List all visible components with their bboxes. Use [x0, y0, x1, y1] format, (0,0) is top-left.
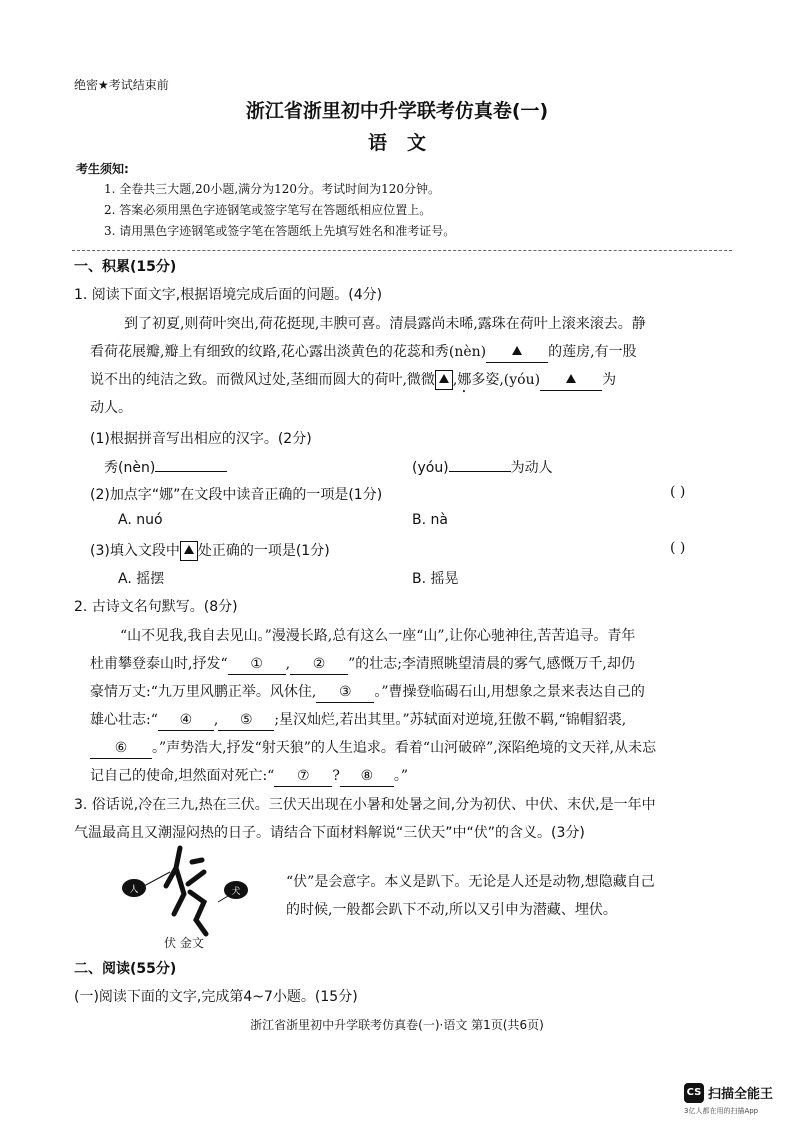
answer-paren[interactable]: ( ) — [670, 484, 686, 500]
exam-title: 浙江省浙里初中升学联考仿真卷(一) — [245, 100, 549, 122]
notice-heading: 考生须知: — [76, 162, 129, 176]
sub-question: (2)加点字“娜”在文段中读音正确的一项是(1分) — [90, 487, 383, 503]
notice-item: 2. 答案必须用黑色字迹钢笔或签字笔写在答题纸相应位置上。 — [104, 203, 432, 217]
answer-blank[interactable] — [486, 342, 548, 363]
answer-blank[interactable]: ② — [290, 654, 348, 675]
passage-text: 豪情万丈:“九万里风鹏正举。风休住, — [90, 684, 317, 700]
sub-question-text: 处正确的一项是(1分) — [197, 543, 330, 559]
sub-answer — [412, 456, 553, 477]
divider — [72, 250, 732, 251]
answer-blank[interactable] — [449, 456, 511, 472]
passage-text: ;星汉灿烂,若出其里。”苏轼面对逆境,狂傲不羁,“锦帽貂裘, — [274, 712, 627, 728]
passage-text: ? — [332, 768, 340, 784]
question-prompt: 1. 阅读下面文字,根据语境完成后面的问题。(4分) — [74, 287, 383, 303]
sub-answer-tail: 为动人 — [510, 460, 553, 476]
subject-title: 语文 — [367, 132, 446, 154]
passage-line — [90, 682, 645, 703]
passage-line: “山不见我,我自去见山。”漫漫长路,总有这么一座“山”,让你心驰神往,苦苦追寻。青年 — [120, 628, 636, 644]
triangle-icon — [566, 374, 576, 383]
passage-text: 记自己的使命,坦然面对死亡:“ — [90, 768, 275, 784]
passage-text: ”的壮志;李清照眺望清晨的雾气,感慨万千,却仍 — [348, 656, 635, 672]
explain-line: “伏”是会意字。本义是趴下。无论是人还是动物,想隐藏自己 — [286, 874, 655, 890]
passage-line: 到了初夏,则荷叶突出,荷花挺现,丰腴可喜。清晨露尚未晞,露珠在荷叶上滚来滚去。静 — [124, 316, 646, 332]
camscanner-logo: CS — [684, 1083, 704, 1103]
answer-blank[interactable] — [155, 456, 227, 472]
notice-item: 1. 全卷共三大题,20小题,满分为120分。考试时间为120分钟。 — [104, 182, 440, 196]
passage-text: , — [213, 712, 219, 728]
passage-text: 为 — [602, 372, 617, 388]
sub-answer — [104, 456, 227, 477]
page-footer: 浙江省浙里初中升学联考仿真卷(一)·语文 第1页(共6页) — [250, 1018, 544, 1032]
passage-line — [90, 342, 637, 363]
answer-blank[interactable]: ⑤ — [218, 710, 274, 731]
notice-item: 3. 请用黑色字迹钢笔或签字笔在答题纸上先填写姓名和准考证号。 — [104, 224, 456, 238]
passage-text: 雄心壮志:“ — [90, 712, 158, 728]
dotted-char: 娜 — [457, 372, 472, 388]
passage-text: 。”曹操登临碣石山,用想象之景来表达自己的 — [374, 684, 645, 700]
answer-box — [180, 541, 198, 561]
answer-paren[interactable]: ( ) — [670, 540, 686, 556]
question-prompt: 气温最高且又潮湿闷热的日子。请结合下面材料解说“三伏天”中“伏”的含义。(3分) — [74, 825, 585, 841]
sub-answer-label: (yóu) — [412, 460, 449, 476]
passage-text: 说不出的纯洁之致。而微风过处,茎细而圆大的荷叶,微微 — [90, 372, 435, 388]
passage-line: 动人。 — [90, 400, 132, 416]
passage-text: , — [452, 372, 458, 388]
answer-blank[interactable]: ③ — [316, 682, 374, 703]
bubble-left-label: 人 — [129, 885, 139, 895]
sub-heading: (一)阅读下面的文字,完成第4~7小题。(15分) — [74, 989, 358, 1005]
camscanner-tagline: 3亿人都在用的扫描App — [684, 1107, 759, 1115]
option: A. 摇摆 — [118, 571, 165, 587]
answer-blank[interactable]: ⑥ — [90, 738, 152, 759]
passage-line — [90, 710, 626, 731]
sub-answer-label: 秀(nèn) — [104, 460, 156, 476]
passage-text: , — [285, 656, 291, 672]
passage-text: 。”声势浩大,抒发“射天狼”的人生追求。看着“山河破碎”,深陷绝境的文天祥,从未忘 — [152, 740, 657, 756]
option: A. nuó — [118, 512, 163, 528]
answer-blank[interactable]: ⑦ — [274, 766, 332, 787]
sub-question: (1)根据拼音写出相应的汉字。(2分) — [90, 431, 312, 447]
sub-question-text: (3)填入文段中 — [90, 543, 180, 559]
triangle-icon — [512, 346, 522, 355]
section-heading: 一、积累(15分) — [74, 259, 177, 275]
passage-text: 看荷花展瓣,瓣上有细致的纹路,花心露出淡黄色的花蕊和秀(nèn) — [90, 344, 487, 360]
passage-line — [90, 654, 635, 675]
question-prompt: 3. 俗话说,冷在三九,热在三伏。三伏天出现在小暑和处暑之间,分为初伏、中伏、末伏,是一年中 — [74, 797, 656, 813]
passage-text: 。” — [393, 768, 409, 784]
answer-blank[interactable]: ① — [228, 654, 286, 675]
camscanner-name: 扫描全能王 — [708, 1087, 774, 1102]
passage-line — [90, 766, 408, 787]
passage-text: 杜甫攀登泰山时,抒发“ — [90, 656, 228, 672]
fu-glyph-icon — [166, 848, 206, 934]
section-heading: 二、阅读(55分) — [74, 961, 177, 977]
answer-box[interactable] — [435, 370, 453, 390]
triangle-icon — [439, 374, 449, 383]
passage-text: 多姿,(yóu) — [471, 372, 541, 388]
question-prompt: 2. 古诗文名句默写。(8分) — [74, 599, 238, 615]
glyph-caption: 伏 金文 — [164, 936, 204, 950]
answer-blank[interactable]: ④ — [158, 710, 214, 731]
answer-blank[interactable]: ⑧ — [340, 766, 394, 787]
explain-line: 的时候,一般都会趴下不动,所以又引申为潜藏、埋伏。 — [286, 902, 617, 918]
sub-question — [90, 540, 330, 561]
passage-line — [90, 370, 616, 396]
triangle-icon — [184, 545, 194, 554]
option: B. nà — [412, 512, 448, 528]
passage-text: 的莲房,有一股 — [548, 344, 637, 360]
answer-blank[interactable] — [540, 370, 602, 391]
option: B. 摇晃 — [412, 571, 459, 587]
secret-label: 绝密★考试结束前 — [74, 78, 169, 92]
bubble-right-label: 犬 — [231, 887, 241, 897]
passage-line — [90, 738, 656, 759]
